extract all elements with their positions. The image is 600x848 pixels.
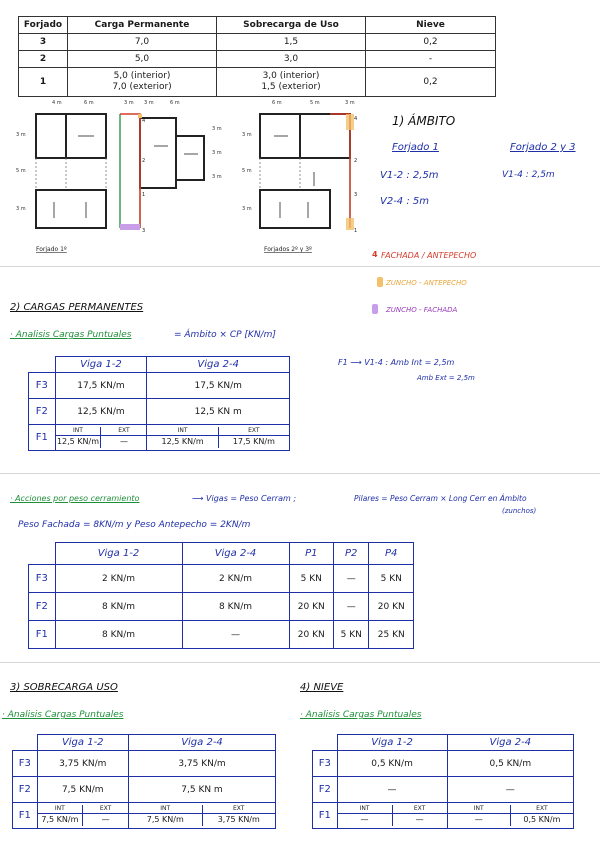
col-header: Viga 1-2: [337, 735, 447, 751]
table-cell: 5 KN: [369, 565, 414, 593]
table-cell: 1: [19, 68, 68, 97]
ruled-line: [0, 473, 600, 474]
su-table: [12, 734, 276, 829]
nieve-table: [312, 734, 574, 829]
section-title-su: 3) SOBRECARGA USO: [10, 682, 118, 693]
col-header: P4: [369, 543, 414, 565]
table-cell: —: [337, 777, 447, 803]
row-header: F2: [29, 399, 56, 425]
cp-formula-prefix: · Analisis Cargas Puntuales: [10, 330, 132, 340]
col-header: Viga 1-2: [55, 543, 182, 565]
corner-cell: [13, 735, 38, 751]
table-cell: 8 KN/m: [55, 593, 182, 621]
su-sub: · Analisis Cargas Puntuales: [2, 710, 124, 720]
sub-value: —: [474, 815, 483, 824]
table-cell: —: [334, 593, 369, 621]
corner-cell: [313, 735, 338, 751]
cell-line: 7,0 (exterior): [112, 82, 172, 92]
cell-line: 5,0 (interior): [113, 71, 171, 81]
sub-label: EXT: [511, 805, 573, 814]
ambito-f1-v12: V1-2 : 2,5m: [380, 170, 439, 181]
row-header: F2: [13, 777, 38, 803]
table-cell: 3,75 KN/m: [37, 751, 128, 777]
sub-value: 7,5 KN/m: [146, 815, 184, 824]
dim-label: 3 m: [242, 132, 252, 138]
cerr-zunchos: (zunchos): [502, 507, 537, 515]
node-label: 1: [354, 228, 358, 234]
section-title-cp: 2) CARGAS PERMANENTES: [10, 302, 144, 313]
sub-label: INT: [129, 805, 202, 814]
row-header: F2: [29, 593, 56, 621]
node-label: 3: [142, 228, 146, 234]
row-header: F3: [13, 751, 38, 777]
table-cell: 5 KN: [289, 565, 334, 593]
dim-label: 6 m: [272, 100, 282, 106]
sub-value: 12,5 KN/m: [161, 437, 204, 446]
ruled-line: [0, 662, 600, 663]
col-header: P1: [289, 543, 334, 565]
col-header: Viga 2-4: [447, 735, 573, 751]
cerr-table: [28, 542, 414, 649]
row-header: F1: [29, 425, 56, 451]
dim-label: 3 m: [144, 100, 154, 106]
table-cell: 5,0: [68, 51, 217, 68]
node-label: 2: [142, 158, 146, 164]
table-cell: 3,75 KN/m: [128, 751, 275, 777]
floor-plans: [14, 96, 386, 264]
table-cell: 20 KN: [289, 621, 334, 649]
cell-line: 3,0 (interior): [262, 71, 320, 81]
legend-numeral: 4: [372, 250, 378, 259]
table-cell: —: [447, 777, 573, 803]
dim-label: 3 m: [212, 150, 222, 156]
dim-label: 3 m: [242, 206, 252, 212]
corner-cell: [29, 543, 56, 565]
table-cell: 0,2: [366, 68, 496, 97]
legend-swatch-zuncho-fachada: [372, 304, 378, 314]
sub-label: EXT: [101, 427, 146, 436]
table-cell: 2 KN/m: [182, 565, 289, 593]
cerr-vigas: ⟶ Vigas = Peso Cerram ;: [192, 494, 297, 503]
cp-note-f1: F1 ⟶ V1-4 : Amb Int = 2,5m: [338, 358, 455, 367]
ambito-f1-v24: V2-4 : 5m: [380, 196, 430, 207]
cerr-pesos: Peso Fachada = 8KN/m y Peso Antepecho = 2KN/m: [18, 520, 251, 530]
table-cell: 0,5 KN/m: [337, 751, 447, 777]
loads-summary-table: [18, 16, 496, 97]
sub-label: EXT: [219, 427, 289, 436]
node-label: 2: [354, 158, 358, 164]
dim-label: 6 m: [170, 100, 180, 106]
section-title-nieve: 4) NIEVE: [300, 682, 344, 693]
ruled-line: [0, 266, 600, 267]
table-cell: [447, 803, 573, 829]
row-header: F2: [313, 777, 338, 803]
col-header: Nieve: [366, 17, 496, 34]
node-label: 4: [354, 116, 358, 122]
col-header: P2: [334, 543, 369, 565]
row-header: F3: [313, 751, 338, 777]
sub-value: 12,5 KN/m: [56, 437, 100, 446]
table-cell: [37, 803, 128, 829]
dim-label: 6 m: [84, 100, 94, 106]
legend-swatch-zuncho-antepecho: [377, 277, 383, 287]
col-header: Viga 2-4: [147, 357, 290, 373]
cerr-title: · Acciones por peso cerramiento: [10, 494, 140, 503]
table-cell: 7,5 KN m: [128, 777, 275, 803]
cell-line: 1,5 (exterior): [261, 82, 321, 92]
table-cell: [128, 803, 275, 829]
col-header: Viga 2-4: [182, 543, 289, 565]
sub-label: EXT: [203, 805, 276, 814]
sub-label: INT: [338, 805, 392, 814]
sub-label: INT: [147, 427, 217, 436]
sub-value: —: [415, 815, 424, 824]
table-cell: 17,5 KN/m: [55, 373, 147, 399]
table-cell: 2: [19, 51, 68, 68]
col-header: Viga 1-2: [37, 735, 128, 751]
col-header: Viga 2-4: [128, 735, 275, 751]
table-cell: 12,5 KN m: [147, 399, 290, 425]
table-cell: 12,5 KN/m: [55, 399, 147, 425]
dim-label: 3 m: [212, 126, 222, 132]
table-cell: 3: [19, 34, 68, 51]
node-label: 3: [354, 192, 358, 198]
corner-cell: [29, 357, 56, 373]
table-cell: 17,5 KN/m: [147, 373, 290, 399]
row-header: F1: [13, 803, 38, 829]
plan-caption: Forjado 1º: [36, 246, 67, 253]
cp-formula: = Ámbito × CP [KN/m]: [174, 330, 276, 340]
dim-label: 3 m: [212, 174, 222, 180]
dim-label: 3 m: [16, 206, 26, 212]
sub-value: —: [360, 815, 369, 824]
dim-label: 3 m: [345, 100, 355, 106]
table-cell: 2 KN/m: [55, 565, 182, 593]
table-cell: 0,2: [366, 34, 496, 51]
sub-label: EXT: [393, 805, 447, 814]
table-cell: 5 KN: [334, 621, 369, 649]
sub-label: INT: [38, 805, 83, 814]
sub-label: INT: [56, 427, 101, 436]
dim-label: 5 m: [310, 100, 320, 106]
node-label: 4: [142, 118, 146, 124]
forjado1-label: Forjado 1: [392, 142, 439, 153]
sub-label: EXT: [83, 805, 128, 814]
sub-value: —: [119, 437, 128, 446]
row-header: F1: [29, 621, 56, 649]
table-cell: 25 KN: [369, 621, 414, 649]
table-cell: [337, 803, 447, 829]
table-cell: 20 KN: [289, 593, 334, 621]
dim-label: 5 m: [16, 168, 26, 174]
ambito-title: 1) ÁMBITO: [392, 114, 456, 128]
col-header: Sobrecarga de Uso: [217, 17, 366, 34]
legend-zuncho-fachada: ZUNCHO - FACHADA: [386, 306, 458, 314]
table-cell: 3,0: [217, 51, 366, 68]
dim-label: 4 m: [52, 100, 62, 106]
table-cell: 8 KN/m: [55, 621, 182, 649]
table-cell: 20 KN: [369, 593, 414, 621]
table-cell: 1,5: [217, 34, 366, 51]
cp-note-f1b: Amb Ext = 2,5m: [417, 374, 475, 382]
table-cell: 7,5 KN/m: [37, 777, 128, 803]
table-cell: [55, 425, 147, 451]
col-header: Carga Permanente: [68, 17, 217, 34]
table-cell: [68, 68, 217, 97]
plan-caption: Forjados 2º y 3º: [264, 246, 312, 253]
sub-label: INT: [448, 805, 510, 814]
node-label: 1: [142, 192, 146, 198]
forjado23-label: Forjado 2 y 3: [510, 142, 576, 153]
sub-value: —: [101, 815, 110, 824]
sub-value: 3,75 KN/m: [217, 815, 260, 824]
legend-zuncho-antepecho: ZUNCHO - ANTEPECHO: [386, 279, 467, 287]
table-cell: [217, 68, 366, 97]
table-cell: 7,0: [68, 34, 217, 51]
row-header: F1: [313, 803, 338, 829]
nieve-sub: · Analisis Cargas Puntuales: [300, 710, 422, 720]
row-header: F3: [29, 565, 56, 593]
ambito-f23-v14: V1-4 : 2,5m: [502, 170, 555, 180]
table-cell: [147, 425, 290, 451]
dim-label: 5 m: [242, 168, 252, 174]
table-cell: —: [334, 565, 369, 593]
sub-value: 0,5 KN/m: [523, 815, 561, 824]
cp-table: [28, 356, 290, 451]
dim-label: 3 m: [124, 100, 134, 106]
table-cell: 0,5 KN/m: [447, 751, 573, 777]
dim-label: 3 m: [16, 132, 26, 138]
cerr-pilares: Pilares = Peso Cerram × Long Cerr en Ámbito: [354, 494, 527, 503]
table-cell: 8 KN/m: [182, 593, 289, 621]
row-header: F3: [29, 373, 56, 399]
sub-value: 7,5 KN/m: [41, 815, 79, 824]
col-header: Viga 1-2: [55, 357, 147, 373]
table-cell: —: [182, 621, 289, 649]
legend-fachada: FACHADA / ANTEPECHO: [381, 251, 477, 260]
table-cell: -: [366, 51, 496, 68]
col-header: Forjado: [19, 17, 68, 34]
sub-value: 17,5 KN/m: [232, 437, 275, 446]
